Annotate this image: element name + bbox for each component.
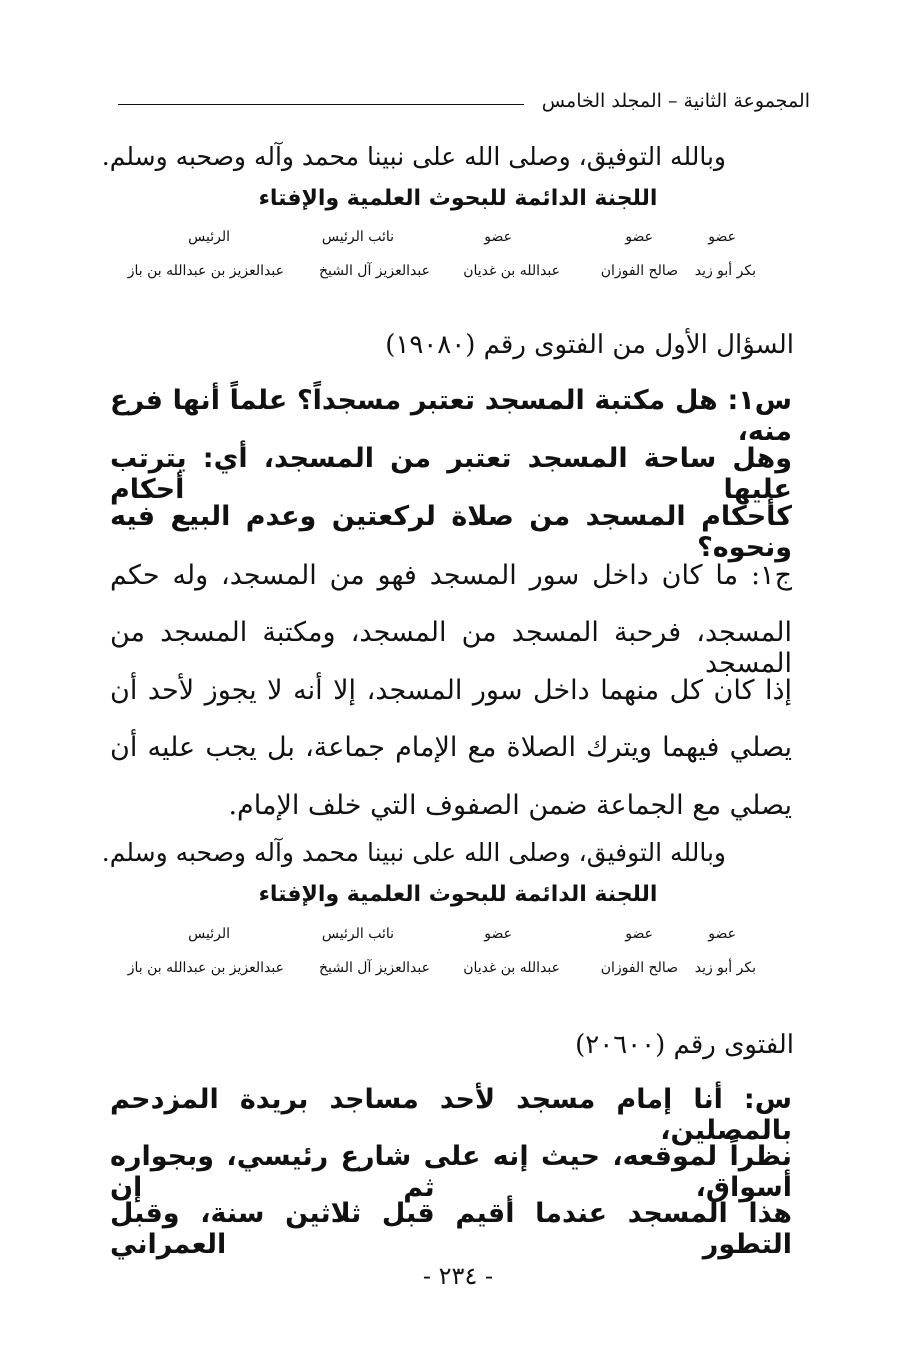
signatory-role: عضو [708,926,736,942]
signatory-name: عبدالعزيز بن عبدالله بن باز [127,960,284,976]
answer-line: يصلي مع الجماعة ضمن الصفوف التي خلف الإمام. [228,790,792,821]
signatory-role: الرئيس [188,926,230,942]
signatory-name: عبدالعزيز آل الشيخ [318,263,430,279]
signatory-role: عضو [625,229,653,245]
signatory-role: نائب الرئيس [321,229,394,245]
signatory-role: الرئيس [188,229,230,245]
signatory-name: صالح الفوزان [600,263,678,279]
question-line: وهل ساحة المسجد تعتبر من المسجد، أي: يترتب عليها أحكام [110,443,792,505]
answer-line: المسجد، فرحبة المسجد من المسجد، ومكتبة المسجد من المسجد [110,617,792,679]
signatory-name: صالح الفوزان [600,960,678,976]
signatory-role: عضو [708,229,736,245]
answer-line: إذا كان كل منهما داخل سور المسجد، إلا أنه لا يجوز لأحد أن [110,675,792,706]
question-title: السؤال الأول من الفتوى رقم (١٩٠٨٠) [385,330,794,360]
question-line: كأحكام المسجد من صلاة لركعتين وعدم البيع فيه ونحوه؟ [110,501,792,563]
question-line: هذا المسجد عندما أقيم قبل ثلاثين سنة، وقبل التطور العمراني [110,1198,792,1260]
fatwa-title: الفتوى رقم (٢٠٦٠٠) [575,1030,794,1060]
answer-line: يصلي فيهما ويترك الصلاة مع الإمام جماعة، بل يجب عليه أن [110,732,792,763]
signatory-name: عبدالعزيز بن عبدالله بن باز [127,263,284,279]
signatory-name: عبدالله بن غديان [463,263,560,279]
header-rule [118,104,524,105]
signatory-role: نائب الرئيس [321,926,394,942]
question-line: نظراً لموقعه، حيث إنه على شارع رئيسي، وبجواره أسواق، ثم إن [110,1141,792,1203]
committee-name: اللجنة الدائمة للبحوث العلمية والإفتاء [258,186,658,211]
question-line: س١: هل مكتبة المسجد تعتبر مسجداً؟ علماً أنها فرع منه، [110,385,792,447]
signatory-role: عضو [484,926,512,942]
closing-prayer: وبالله التوفيق، وصلى الله على نبينا محمد وآله وصحبه وسلم. [101,838,726,867]
signatory-name: عبدالعزيز آل الشيخ [318,960,430,976]
answer-line: ج١: ما كان داخل سور المسجد فهو من المسجد، وله حكم [110,560,792,591]
closing-prayer: وبالله التوفيق، وصلى الله على نبينا محمد وآله وصحبه وسلم. [101,142,726,171]
signatory-name: بكر أبو زيد [694,960,756,976]
signatory-name: بكر أبو زيد [694,263,756,279]
signatory-name: عبدالله بن غديان [463,960,560,976]
running-header: المجموعة الثانية – المجلد الخامس [541,90,810,112]
committee-name: اللجنة الدائمة للبحوث العلمية والإفتاء [258,882,658,907]
signatory-role: عضو [484,229,512,245]
signatory-role: عضو [625,926,653,942]
page-number: - ٢٣٤ - [422,1262,494,1290]
question-line: س: أنا إمام مسجد لأحد مساجد بريدة المزدحم بالمصلين، [110,1084,792,1146]
